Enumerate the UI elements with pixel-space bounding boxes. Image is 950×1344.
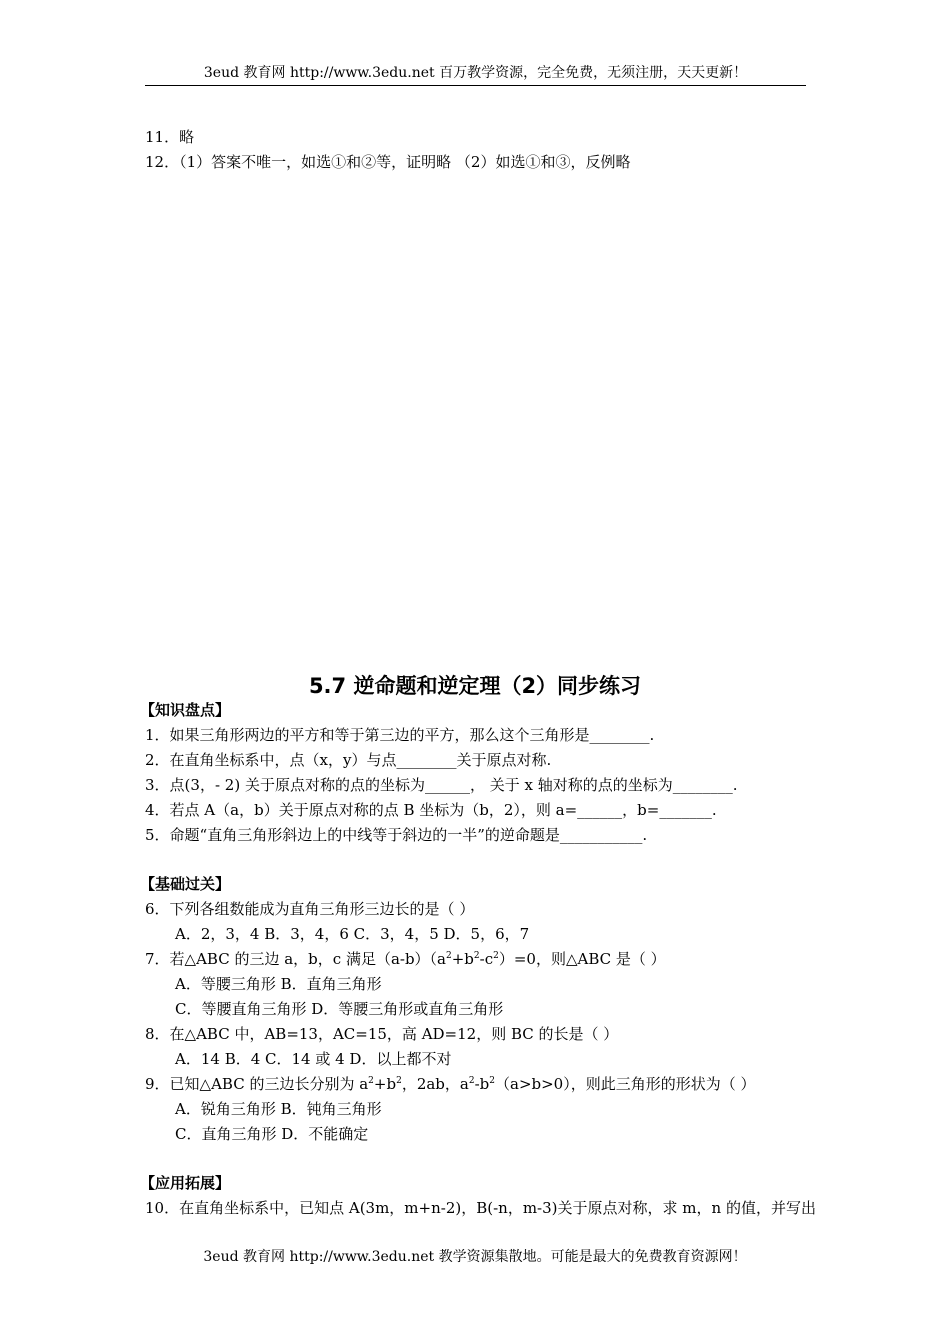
knowledge-item-2: 2．在直角坐标系中，点（x，y）与点________关于原点对称. — [145, 751, 552, 769]
header-divider — [145, 85, 806, 86]
question-9-options-row2: C．直角三角形 D．不能确定 — [175, 1125, 369, 1143]
page-header: 3eud 教育网 http://www.3edu.net 百万教学资源，完全免费，无须注册，天天更新！ — [203, 65, 748, 81]
knowledge-item-1: 1．如果三角形两边的平方和等于第三边的平方，那么这个三角形是________. — [145, 726, 655, 744]
question-7-options-row1: A．等腰三角形 B．直角三角形 — [175, 975, 382, 993]
question-6-options: A．2，3，4 B．3，4，6 C．3，4，5 D．5，6，7 — [175, 925, 530, 943]
section-heading-knowledge: 【知识盘点】 — [140, 701, 231, 719]
question-9: 9．已知△ABC 的三边长分别为 $a^2+b^2$，2ab，$a^2-b^2(a>b>0)$，则此三角形的形状为（ ） — [145, 1075, 756, 1093]
question-9-options-row1: A．锐角三角形 B．钝角三角形 — [175, 1100, 382, 1118]
answer-11: 11．略 — [145, 128, 195, 146]
section-heading-basic: 【基础过关】 — [140, 875, 231, 893]
page-footer: 3eud 教育网 http://www.3edu.net 教学资源集散地。可能是最大的免费教育资源网！ — [203, 1249, 747, 1265]
knowledge-item-5: 5．命题“直角三角形斜边上的中线等于斜边的一半”的逆命题是___________. — [145, 826, 648, 844]
question-8: 8．在△ABC 中，AB=13，AC=15，高 AD=12，则 BC 的长是（ ） — [145, 1025, 619, 1043]
knowledge-item-3: 3．点(3，- 2) 关于原点对称的点的坐标为______， 关于 x 轴对称的点的坐标为________. — [145, 776, 738, 794]
question-10: 10．在直角坐标系中，已知点 A(3m，m+n-2)，B(-n，m-3)关于原点对称，求 m，n 的值，并写出 — [145, 1199, 816, 1217]
question-7-options-row2: C．等腰直角三角形 D．等腰三角形或直角三角形 — [175, 1000, 504, 1018]
section-heading-extend: 【应用拓展】 — [140, 1174, 231, 1192]
question-7: 7．若△ABC 的三边 a，b，c 满足$(a-b)(a^2+b^2-c^2)=0$，则△ABC 是（ ） — [145, 950, 666, 968]
question-8-options: A．14 B．4 C．14 或 4 D．以上都不对 — [175, 1050, 452, 1068]
question-6: 6．下列各组数能成为直角三角形三边长的是（ ） — [145, 900, 475, 918]
answer-12: 12．（1）答案不唯一，如选①和②等，证明略 （2）如选①和③，反例略 — [145, 153, 631, 171]
knowledge-item-4: 4．若点 A（a，b）关于原点对称的点 B 坐标为（b，2），则 a=______，b=_______. — [145, 801, 717, 819]
page-title: 5.7 逆命题和逆定理（2）同步练习 — [308, 674, 642, 698]
